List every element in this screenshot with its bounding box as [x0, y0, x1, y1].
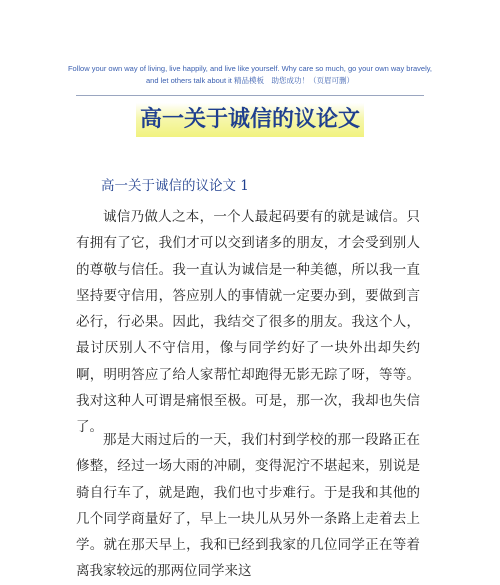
title-container [0, 103, 500, 137]
header-line-1: Follow your own way of living, live happily, and live like yourself. Why care so much, go your own way bravely, [67, 64, 433, 73]
header-divider [76, 95, 424, 96]
body-paragraph-1: 诚信乃做人之本，一个人最起码要有的就是诚信。只有拥有了它，我们才可以交到诸多的朋友，才会受到别人的尊敬与信任。我一直认为诚信是一种美德，所以我一直坚持要守信用，答应别人的事情就一定要办到，要做到言必行，行必果。因此，我结交了很多的朋友。我这个人，最讨厌别人不守信用，像与同学约好了一块外出却失约啊，明明答应了给人家帮忙却跑得无影无踪了呀，等等。我对这种人可谓是痛恨至极。可是，那一次，我却也失信了。 [76, 209, 420, 436]
header-line-2: and let others talk about it 精品模板 助您成功！（页眉可删） [146, 76, 354, 85]
document-title: 高一关于诚信的议论文 [136, 103, 364, 137]
body-paragraph-2: 那是大雨过后的一天，我们村到学校的那一段路正在修整，经过一场大雨的冲刷，变得泥泞不堪起来，别说是骑自行车了，就是跑，我们也寸步难行。于是我和其他的几个同学商量好了，早上一块儿从另外一条路上走着去上学。就在那天早上，我和已经到我家的几位同学正在等着离我家较远的那两位同学来这 [76, 432, 420, 580]
section-heading: 高一关于诚信的议论文 1 [101, 178, 249, 194]
